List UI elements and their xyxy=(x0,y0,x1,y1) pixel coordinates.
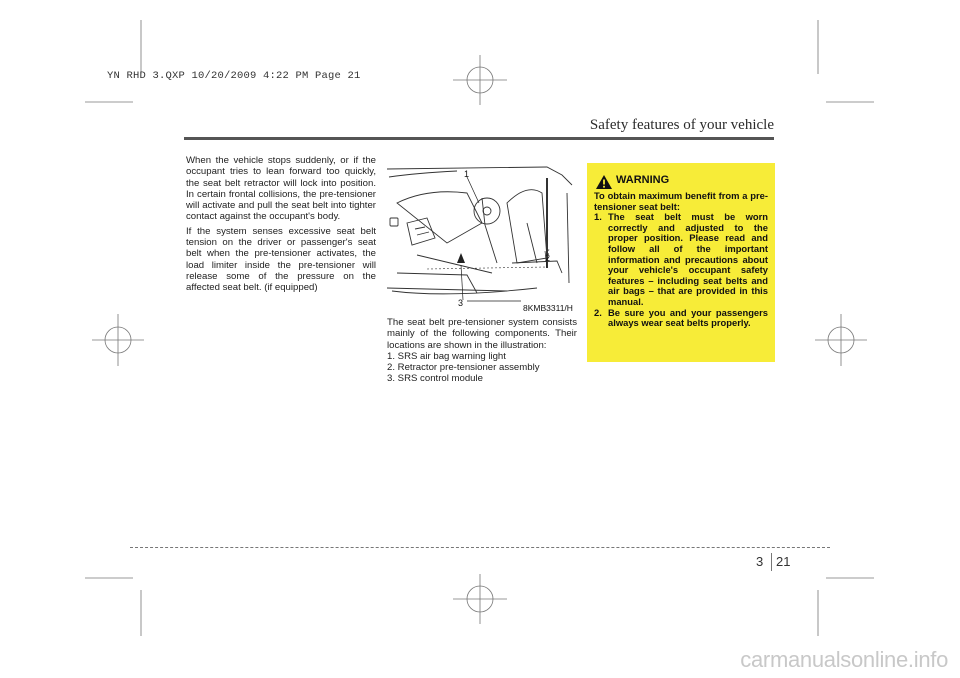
list-item: 2. Be sure you and your passengers always wear seat belts properly. xyxy=(594,306,768,329)
figure-code: 8KMB3311/H xyxy=(523,303,573,313)
middle-column xyxy=(387,317,577,385)
watermark: carmanualsonline.info xyxy=(740,647,948,672)
list-item: 2. Retractor pre-tensioner assembly xyxy=(387,362,540,374)
list-item: 1. SRS air bag warning light xyxy=(387,350,506,362)
list-item: 1. The seat belt must be worn correctly and adjusted to the proper position. Please read and follow all of the important information and precautions about your vehicle's occupant safety features – including seat belts and air bags – that are provided in this manual. xyxy=(594,211,768,307)
list-item: 3. SRS control module xyxy=(387,373,483,385)
warning-heading: WARNING xyxy=(616,174,670,186)
warning-triangle-icon xyxy=(595,174,613,190)
page-number-separator xyxy=(771,553,772,571)
callout-1: 1 xyxy=(464,169,470,179)
warning-intro: To obtain maximum benefit from a pre-tensioner seat belt: xyxy=(594,190,768,212)
left-column xyxy=(186,155,376,297)
footer-dashed-rule xyxy=(130,547,830,548)
car-interior-illustration xyxy=(387,163,577,313)
header-rule xyxy=(184,137,774,140)
page-number: 21 xyxy=(776,554,791,569)
paragraph-load-limiter: If the system senses excessive seat belt tension on the driver or passenger's seat belt when the pre-tensioner activates, the load limiter inside the pre-tensioner will release some of the pressure on the affected seat belt. (if equipped) xyxy=(186,225,376,294)
callout-2: 2 xyxy=(545,253,551,263)
paragraph-pretensioner: When the vehicle stops suddenly, or if the occupant tries to lean forward too quickly, the seat belt retractor will lock into position. In certain frontal collisions, the pre-tensioner will activate and pull the seat belt into tighter contact against the occupant's body. xyxy=(186,155,376,223)
callout-3: 3 xyxy=(458,298,464,308)
warning-text xyxy=(594,191,768,329)
warning-box xyxy=(587,163,775,362)
print-slug: YN RHD 3.QXP 10/20/2009 4:22 PM Page 21 xyxy=(107,70,361,82)
components-intro: The seat belt pre-tensioner system consists mainly of the following components. Their locations are shown in the illustration: xyxy=(387,317,577,351)
chapter-number: 3 xyxy=(756,554,764,569)
warning-list xyxy=(594,212,768,329)
component-list xyxy=(387,351,577,385)
section-title: Safety features of your vehicle xyxy=(589,117,774,133)
